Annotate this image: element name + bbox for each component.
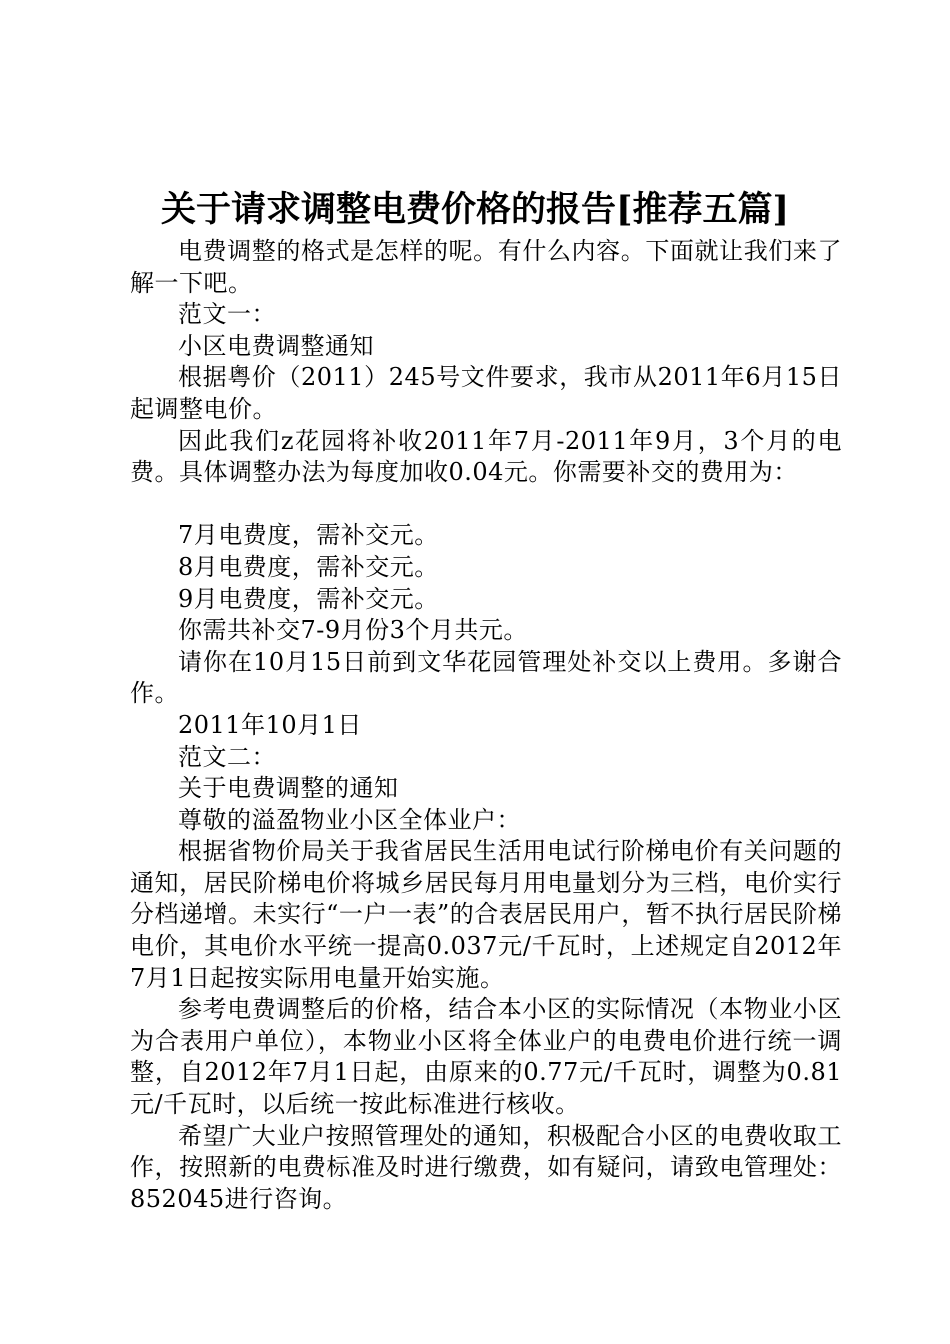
paragraph-sample-one-heading: 范文一： [178,300,276,329]
document-body [130,236,842,1215]
paragraph-spacer [130,489,842,521]
paragraph-august: 8月电费度，需补交元。 [178,552,439,581]
paragraph-basis: 根据粤价（2011）245号文件要求，我市从2011年6月15日起调整电价。 [130,363,842,423]
paragraph-intro: 电费调整的格式是怎样的呢。有什么内容。下面就让我们来了解一下吧。 [130,237,842,297]
paragraph-deadline: 请你在10月15日前到文华花园管理处补交以上费用。多谢合作。 [130,647,842,708]
paragraph-closing: 希望广大业户按照管理处的通知，积极配合小区的电费收取工作，按照新的电费标准及时进行缴费，如有疑问，请致电管理处：852045进行咨询。 [130,1121,842,1213]
paragraph-date: 2011年10月1日 [178,710,362,739]
paragraph-sample-two-heading: 范文二： [178,742,276,771]
paragraph-notice-title-two: 关于电费调整的通知 [178,774,399,803]
paragraph-salutation: 尊敬的溢盈物业小区全体业户： [178,805,521,834]
paragraph-september: 9月电费度，需补交元。 [178,584,439,613]
paragraph-notice-title-one: 小区电费调整通知 [178,331,374,360]
paragraph-supplement: 因此我们z花园将补收2011年7月-2011年9月，3个月的电费。具体调整办法为每度加收0.04元。你需要补交的费用为： [130,426,842,487]
document-title: 关于请求调整电费价格的报告[推荐五篇] [160,189,790,230]
paragraph-july: 7月电费度，需补交元。 [178,521,439,550]
paragraph-total: 你需共补交7-9月份3个月共元。 [178,616,528,645]
paragraph-policy: 根据省物价局关于我省居民生活用电试行阶梯电价有关问题的通知，居民阶梯电价将城乡居民每月用电量划分为三档，电价实行分档递增。未实行“一户一表”的合表居民用户，暂不执行居民阶梯电价，其电价水平统一提高0.037元/千瓦时，上述规定自2012年7月1日起按实际用电量开始实施。 [130,837,842,992]
paragraph-adjustment: 参考电费调整后的价格，结合本小区的实际情况（本物业小区为合表用户单位），本物业小区将全体业户的电费电价进行统一调整，自2012年7月1日起，由原来的0.77元/千瓦时，调整为0.81元/千瓦时，以后统一按此标准进行核收。 [130,995,842,1119]
